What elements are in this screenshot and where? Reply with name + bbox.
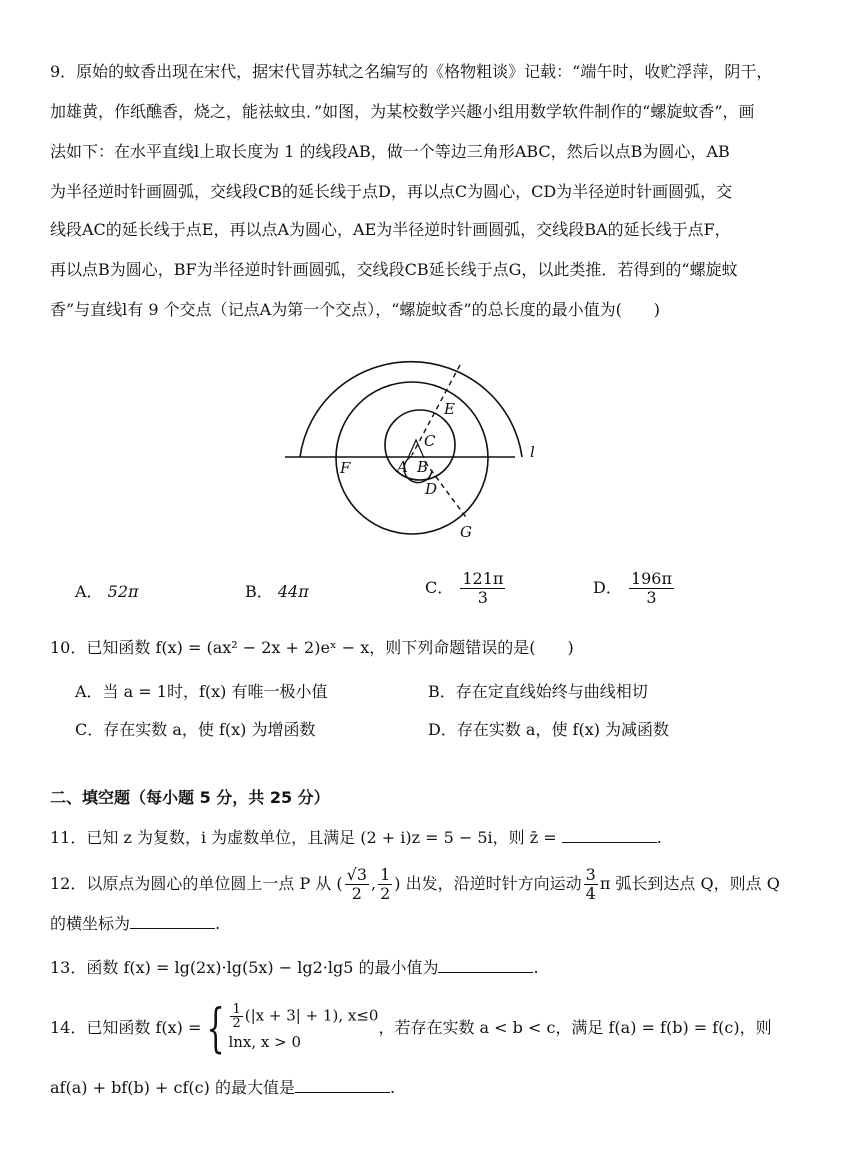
fraction-denominator: 3 [477, 588, 488, 607]
fraction-denominator: 2 [380, 884, 391, 903]
q9-option-a[interactable] [75, 580, 139, 604]
q14-cases [228, 1003, 378, 1054]
q10-option-a[interactable]: A．当 a = 1时，f(x) 有唯一极小值 [75, 682, 328, 701]
q13-end: . [533, 958, 539, 977]
q12-post: π 弧长到达点 Q，则点 Q [599, 874, 780, 893]
label-c-inner: C [424, 432, 436, 450]
label-g: G [460, 523, 472, 541]
q9-line-4: 为半径逆时针画圆弧，交线段CB的延长线于点D，再以点C为圆心，CD为半径逆时针画圆弧，交 [50, 182, 733, 201]
option-value: 44π [277, 582, 309, 601]
q12-pre: 12．以原点为圆心的单位圆上一点 P 从 ( [50, 874, 343, 893]
q14-line2-text: af(a) + bf(b) + cf(c) 的最大值是 [50, 1078, 295, 1097]
fraction-denominator: 3 [646, 588, 657, 607]
q13-text: 13．函数 f(x) = lg(2x)·lg(5x) − lg2·lg5 的最小值为 [50, 958, 439, 977]
q9-option-c[interactable] [425, 570, 507, 607]
fraction-numerator: 196π [630, 569, 672, 588]
q9-line-1: 9．原始的蚊香出现在宋代，据宋代冒苏轼之名编写的《格物粗谈》记载：“端午时，收贮浮萍，阴干， [50, 62, 773, 81]
q9-option-b[interactable] [245, 580, 309, 604]
q14-line-2 [50, 1076, 395, 1100]
q12-comma: , [371, 874, 377, 893]
q11-end: . [656, 828, 662, 847]
label-b: B [417, 458, 429, 476]
q12-answer-blank[interactable] [130, 912, 215, 929]
fraction-numerator: 121π [462, 569, 504, 588]
option-fraction [629, 570, 674, 607]
fraction-denominator: 2 [351, 884, 362, 903]
q13-answer-blank[interactable] [438, 956, 533, 973]
q14-case1-text: (|x + 3| + 1), x≤0 [244, 1006, 379, 1025]
label-d: D [425, 480, 438, 498]
q10-stem: 10．已知函数 f(x) = (ax² − 2x + 2)eˣ − x，则下列命题错误的是( ) [50, 638, 574, 657]
fraction-denominator: 4 [585, 884, 596, 903]
label-a: A [397, 458, 408, 476]
option-value: 52π [107, 582, 139, 601]
label-f: F [340, 459, 351, 477]
q9-line-5: 线段AC的延长线于点E，再以点A为圆心，AE为半径逆时针画圆弧，交线段BA的延长线于点F， [50, 220, 731, 239]
q9-option-d[interactable] [593, 570, 676, 607]
option-letter: A． [75, 582, 103, 601]
q11-answer-blank[interactable] [562, 826, 657, 843]
q13 [50, 956, 539, 980]
q9-line-2: 加雄黄，作纸醮香，烧之，能祛蚊虫．”如图，为某校数学兴趣小组用数学软件制作的“螺旋蚊香”，画 [50, 102, 755, 121]
q14-case-1 [228, 1003, 378, 1030]
q12-mid: ) 出发，沿逆时针方向运动 [394, 874, 582, 893]
q12-frac-2 [378, 866, 392, 903]
fraction-numerator: √3 [346, 865, 368, 884]
option-letter: C． [425, 578, 454, 597]
q12-line-2 [50, 912, 220, 936]
q11 [50, 826, 662, 850]
q14-case1-frac [230, 1003, 242, 1030]
q14-answer-blank[interactable] [295, 1076, 390, 1093]
fraction-numerator: 3 [585, 865, 596, 884]
spiral-figure [270, 345, 560, 555]
q12-frac-3 [584, 866, 598, 903]
label-l: l [530, 443, 535, 461]
piecewise-brace: { [206, 998, 226, 1059]
q9-line-7: 香”与直线l有 9 个交点（记点A为第一个交点），“螺旋蚊香”的总长度的最小值为( ) [50, 300, 661, 319]
q10-option-c[interactable]: C．存在实数 a，使 f(x) 为增函数 [75, 720, 316, 739]
q14-line-1 [50, 998, 772, 1059]
q9-line-3: 法如下：在水平直线l上取长度为 1 的线段AB，做一个等边三角形ABC，然后以点B为圆心，AB [50, 142, 730, 161]
q12-line-1 [50, 864, 780, 904]
fraction-denominator: 2 [232, 1016, 241, 1031]
q10-option-d[interactable]: D．存在实数 a，使 f(x) 为减函数 [428, 720, 670, 739]
q14-pre: 14．已知函数 f(x) = [50, 1018, 202, 1037]
q14-case-2: lnx, x > 0 [228, 1033, 302, 1051]
fraction-numerator: 1 [232, 1002, 241, 1017]
option-letter: D． [593, 578, 622, 597]
q12-end: . [215, 914, 221, 933]
q12-frac-1 [345, 866, 369, 903]
section-title: 二、填空题（每小题 5 分，共 25 分） [50, 788, 330, 807]
q9-line-6: 再以点B为圆心，BF为半径逆时针画圆弧，交线段CB延长线于点G，以此类推．若得到的“螺旋蚊 [50, 260, 738, 279]
q14-post: ，若存在实数 a < b < c，满足 f(a) = f(b) = f(c)，则 [378, 1018, 772, 1037]
fraction-numerator: 1 [380, 865, 391, 884]
option-fraction [460, 570, 505, 607]
q14-end: . [389, 1078, 396, 1097]
option-letter: B． [245, 582, 273, 601]
q10-option-b[interactable]: B．存在定直线始终与曲线相切 [428, 682, 648, 701]
label-e: E [444, 400, 455, 418]
q12-line2-text: 的横坐标为 [50, 914, 131, 933]
q11-text: 11．已知 z 为复数，i 为虚数单位，且满足 (2 + i)z = 5 − 5i，则 z̄ = [50, 828, 557, 847]
